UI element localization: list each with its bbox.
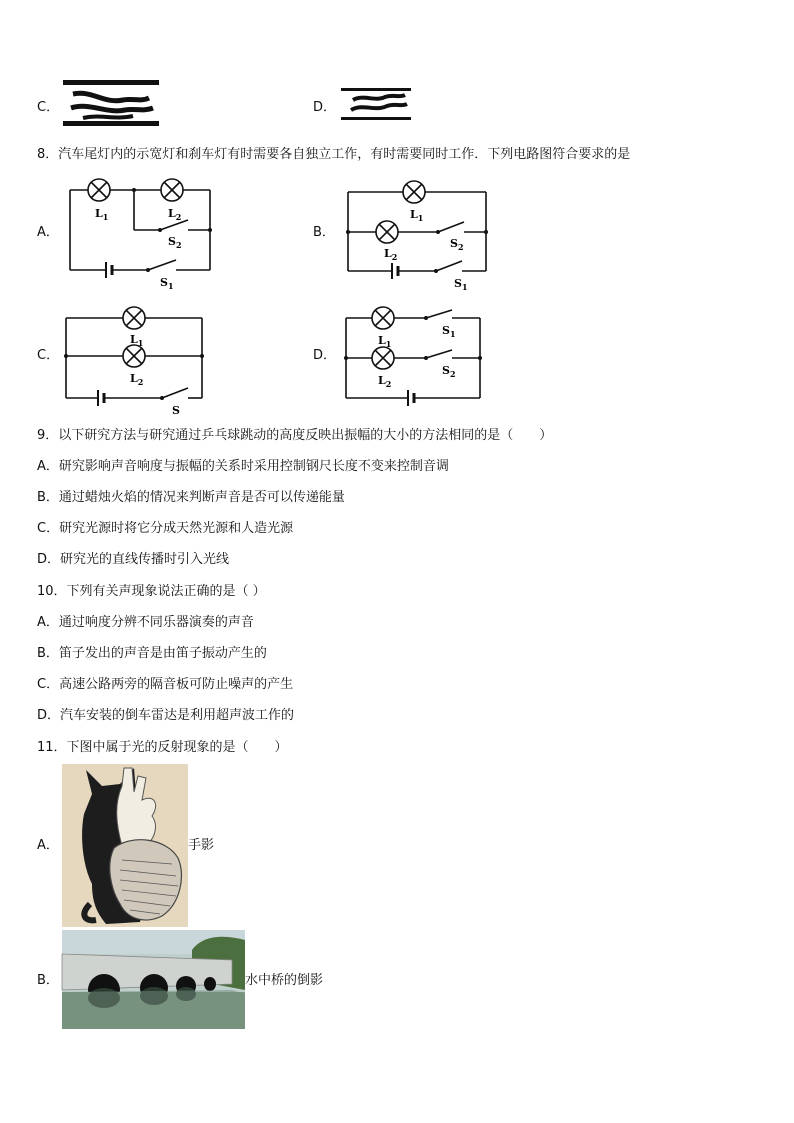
q8-option-b-label: B． [313,225,335,240]
circuit-b-l1-text: $L_1$ [410,208,424,223]
q10-option-c: C．高速公路两旁的隔音板可防止噪声的产生 [37,677,294,692]
q9-option-d: D．研究光的直线传播时引入光线 [37,552,230,567]
q9-option-c: C．研究光源时将它分成天然光源和人造光源 [37,521,294,536]
circuit-d-l2-text: $L_2$ [378,374,392,389]
circuit-d-l1-text: $L_1$ [378,334,392,349]
q7-option-c-label: C． [37,100,60,115]
q11-option-a-label: A． [37,838,59,853]
circuit-a-diagram [62,175,217,291]
q10-option-d: D．汽车安装的倒车雷达是利用超声波工作的 [37,708,295,723]
circuit-d-diagram [340,302,490,417]
circuit-c-l1-text: $L_1$ [130,333,144,348]
circuit-c-diagram [62,302,212,417]
circuit-d-s1-text: $S_1$ [442,324,456,339]
hand-shadow-image [62,764,188,927]
q9-option-b: B．通过蜡烛火焰的情况来判断声音是否可以传递能量 [37,490,345,505]
q8-stem: 8．汽车尾灯内的示宽灯和刹车灯有时需要各自独立工作，有时需要同时工作．下列电路图符合要求的是 [37,147,631,162]
q11-option-b-caption: 水中桥的倒影 [245,973,324,988]
q9-option-a: A．研究影响声音响度与振幅的关系时采用控制钢尺长度不变来控制音调 [37,459,449,474]
bridge-reflection-image [62,930,245,1029]
circuit-a-s2-text: $S_2$ [168,235,182,250]
circuit-a-l1-text: $L_1$ [95,207,109,222]
q11-option-b-label: B． [37,973,59,988]
q8-option-d-label: D． [313,348,337,363]
circuit-d-s2-text: $S_2$ [442,364,456,379]
circuit-c-l2-text: $L_2$ [130,372,144,387]
circuit-a-s1-text: $S_1$ [160,276,174,291]
circuit-c-s-text: S [172,404,180,417]
q9-stem: 9．以下研究方法与研究通过乒乓球跳动的高度反映出振幅的大小的方法相同的是（ ） [37,428,553,443]
q8-option-c-label: C． [37,348,60,363]
q10-option-a: A．通过响度分辨不同乐器演奏的声音 [37,615,254,630]
circuit-b-diagram [340,175,495,290]
q7-option-d-image [341,88,411,120]
q8-option-a-label: A． [37,225,59,240]
circuit-a-l2-text: $L_2$ [168,207,182,222]
q11-stem: 11．下图中属于光的反射现象的是（ ） [37,740,288,755]
q7-option-d-label: D． [313,100,337,115]
q7-option-c-image [63,80,159,126]
circuit-b-s2-text: $S_2$ [450,237,464,252]
circuit-b-l2-text: $L_2$ [384,247,398,262]
circuit-b-s1-text: $S_1$ [454,277,468,292]
q11-option-a-caption: 手影 [188,838,215,853]
q10-option-b: B．笛子发出的声音是由笛子振动产生的 [37,646,267,661]
q10-stem: 10．下列有关声现象说法正确的是（ ） [37,584,266,599]
